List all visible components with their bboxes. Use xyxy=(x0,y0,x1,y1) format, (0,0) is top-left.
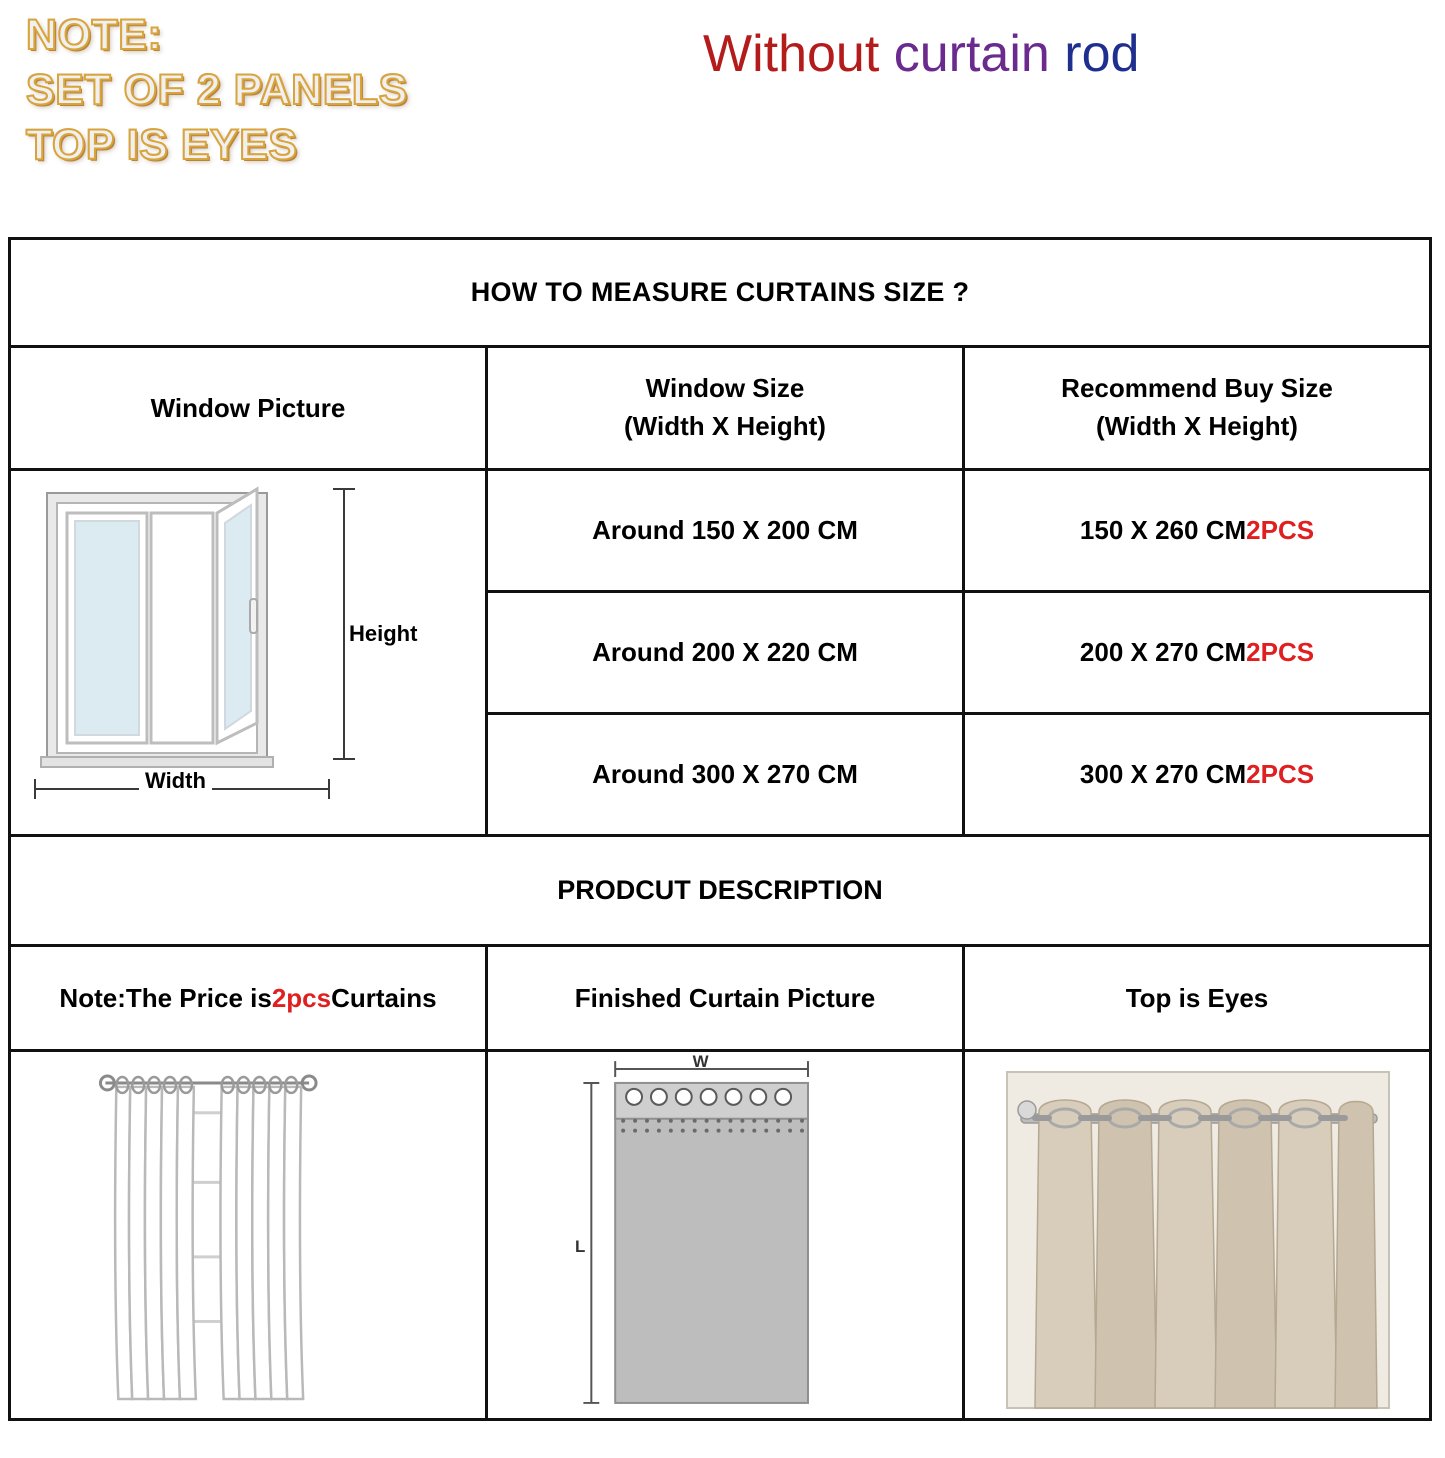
note-line-2: SET OF 2 PANELS xyxy=(26,66,408,115)
size-rows xyxy=(488,471,1429,837)
header-window-size xyxy=(488,348,965,471)
window-size-2: Around 200 X 220 CM xyxy=(488,593,965,715)
rod-word: rod xyxy=(1064,25,1140,83)
top-is-eyes-label: Top is Eyes xyxy=(965,947,1429,1052)
table-title-row xyxy=(11,240,1429,348)
window-size-1: Around 150 X 200 CM xyxy=(488,471,965,593)
recommend-qty-3: 2PCS xyxy=(1246,759,1315,789)
curtain-pair-icon xyxy=(11,1052,485,1418)
size-rows-block xyxy=(11,471,1429,837)
note-block xyxy=(26,8,408,173)
table-row xyxy=(488,471,1429,593)
window-size-3: Around 300 X 270 CM xyxy=(488,715,965,837)
curtain-length-label: L xyxy=(575,1236,586,1256)
recommend-qty-2: 2PCS xyxy=(1246,637,1315,667)
height-label: Height xyxy=(349,621,418,646)
window-picture-cell xyxy=(11,471,488,837)
table-row xyxy=(488,715,1429,837)
table-title: HOW TO MEASURE CURTAINS SIZE ? xyxy=(11,240,1429,348)
finished-curtain-picture-label: Finished Curtain Picture xyxy=(488,947,965,1052)
finished-curtain-cell xyxy=(488,1052,965,1418)
without-curtain-rod-text xyxy=(703,24,1139,84)
curtain-pair-cell xyxy=(11,1052,488,1418)
measure-table xyxy=(8,237,1432,1421)
header xyxy=(0,0,1445,232)
price-note-qty: 2pcs xyxy=(271,982,332,1013)
illustration-row xyxy=(11,1052,1429,1418)
without-word: Without xyxy=(703,25,894,83)
recommend-size-2 xyxy=(965,593,1429,715)
price-note-pre: Note:The Price is xyxy=(59,982,272,1013)
recommend-size-2-text: 200 X 270 CM xyxy=(1079,637,1247,667)
recommend-size-1 xyxy=(965,471,1429,593)
header-recommend-size xyxy=(965,348,1429,471)
recommend-size-3 xyxy=(965,715,1429,837)
header-window-picture: Window Picture xyxy=(11,348,488,471)
note-line-1: NOTE: xyxy=(26,11,163,59)
curtain-width-label: W xyxy=(692,1052,709,1072)
recommend-size-3-text: 300 X 270 CM xyxy=(1079,759,1247,789)
curtain-word: curtain xyxy=(893,25,1065,83)
finished-curtain-icon xyxy=(488,1052,962,1418)
top-is-eyes-cell xyxy=(965,1052,1429,1418)
header-window-size-line2: (Width X Height) xyxy=(624,411,826,441)
width-label: Width xyxy=(139,768,212,794)
table-header-row xyxy=(11,348,1429,471)
header-window-size-line1: Window Size xyxy=(645,373,805,404)
header-recommend-line2: (Width X Height) xyxy=(1096,411,1298,441)
product-description-row xyxy=(11,837,1429,947)
note-line-3: TOP IS EYES xyxy=(26,121,298,170)
table-row xyxy=(488,593,1429,715)
sub-header-row xyxy=(11,947,1429,1052)
recommend-size-1-text: 150 X 260 CM xyxy=(1079,515,1247,545)
window-diagram-icon xyxy=(11,471,488,837)
recommend-qty-1: 2PCS xyxy=(1246,515,1315,545)
price-note xyxy=(11,947,488,1052)
grommet-photo-icon xyxy=(965,1052,1429,1418)
product-description-title: PRODCUT DESCRIPTION xyxy=(11,837,1429,947)
header-recommend-line1: Recommend Buy Size xyxy=(1061,373,1333,404)
price-note-post: Curtains xyxy=(331,982,437,1013)
